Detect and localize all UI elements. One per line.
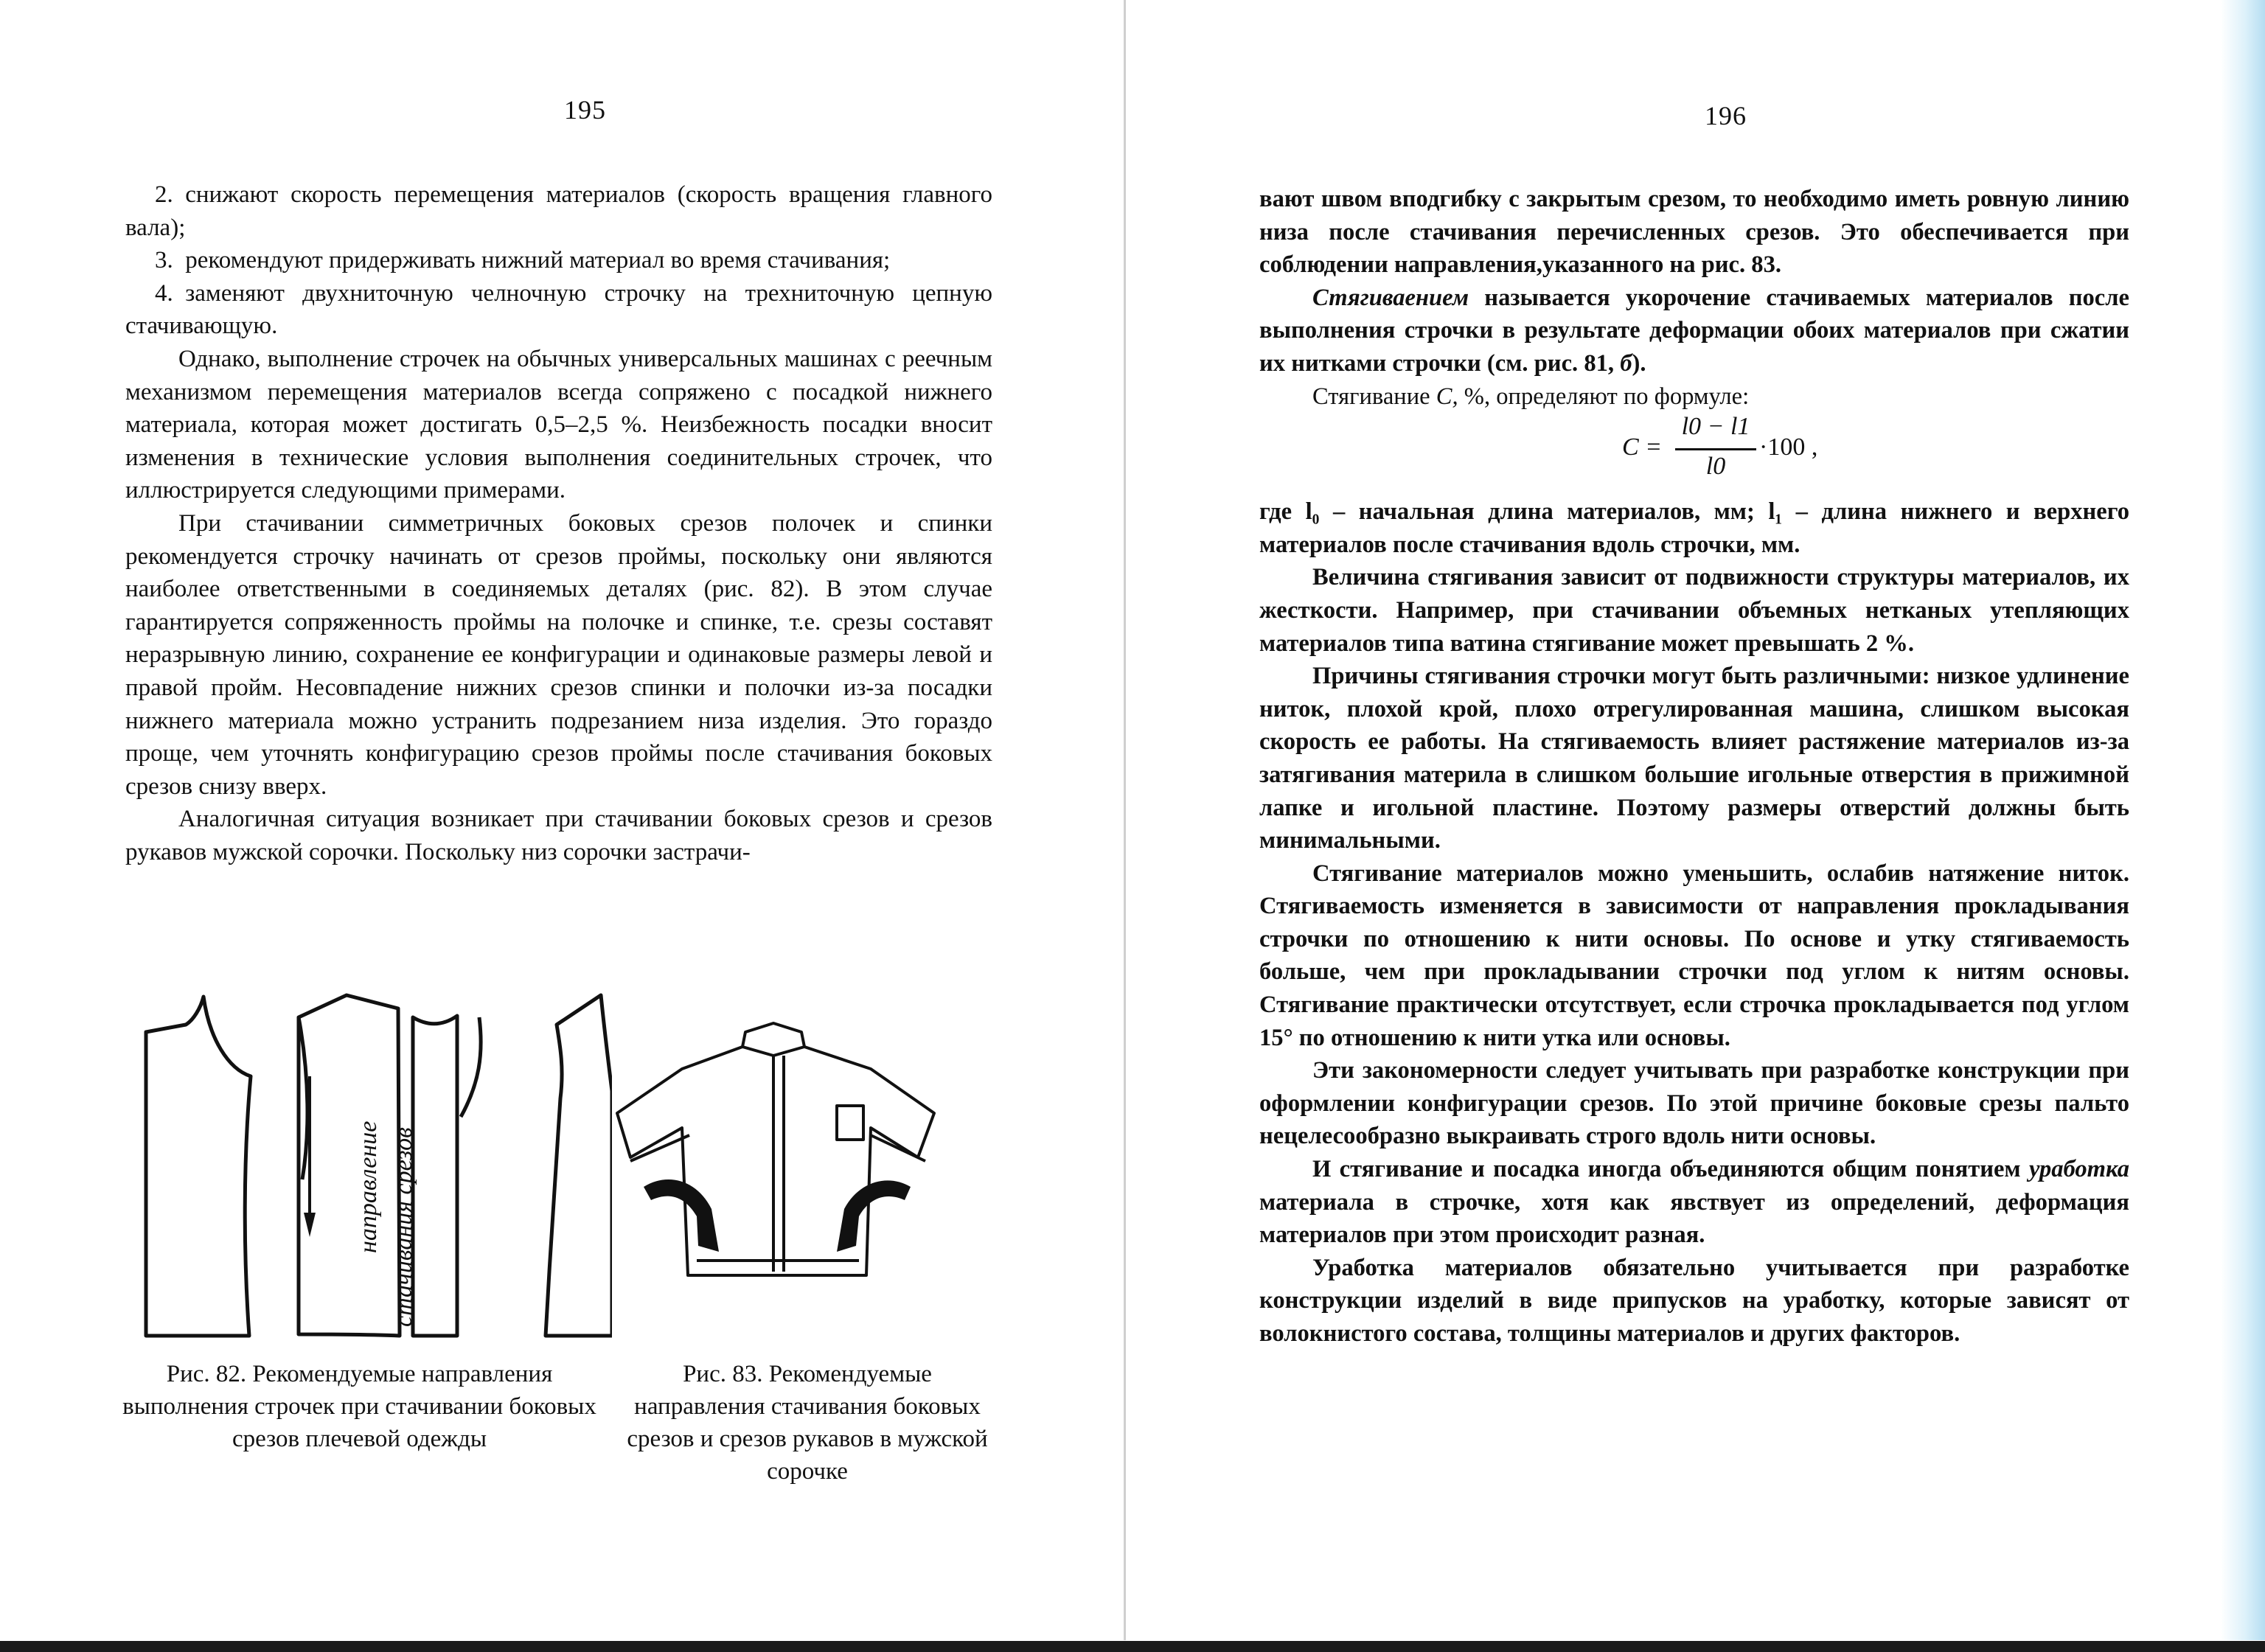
paragraph: Величина стягивания зависит от подвижности структуры материалов, их жесткости. Например, при стачивании объемных нетканых утепляющих материалов типа ватина стягивание может превышать 2 %. — [1259, 564, 2129, 657]
page-number-right: 196 — [1705, 101, 1747, 130]
shrinkage-formula — [1622, 413, 1843, 487]
figure-82-label-2: стачивания срезов — [390, 1127, 417, 1327]
paragraph: Стягивание С, %, определяют по формуле: — [1312, 383, 1750, 410]
armhole-right — [461, 1017, 481, 1117]
paragraph: И стягивание и посадка иногда объединяются общим понятием уработка материала в строчке, хотя как явствует из определений, деформация материалов при этом происходит разная. — [1259, 1156, 2129, 1249]
formula-lhs: C = — [1622, 433, 1663, 461]
term-urabotka: уработка — [2028, 1156, 2129, 1183]
paragraph: При стачивании симметричных боковых срезов полочек и спинки рекомендуется строчку начинать от срезов проймы, поскольку они являются наиболее ответственными в соединяемых деталях (рис. 82). В этом случае гарантируется сопряженность проймы на полочке и спинке, т.е. срезы составят неразрывную линию, сохранение ее конфигурации и одинаковые размеры левой и правой пройм. Несовпадение нижних срезов спинки и полочки из-за посадки нижнего материала можно устранить подрезанием низа изделия. Это гораздо проще, чем уточнять конфигурацию срезов проймы после стачивания боковых срезов снизу вверх. — [125, 509, 992, 800]
formula-numerator: l0 − l1 — [1681, 413, 1750, 440]
paragraph: Причины стягивания строчки могут быть различными: низкое удлинение ниток, плохой крой, плохо отрегулированная машина, слишком высокая скорость ее работы. На стягиваемость влияет растяжение материалов из-за затягивания материла в слишком большие игольные отверстия в прижимной лапке и игольной пластине. Поэтому размеры отверстий должны быть минимальными. — [1259, 663, 2129, 854]
figure-82-label-1: направление — [355, 1120, 382, 1253]
formula-denominator: l0 — [1705, 453, 1726, 480]
list-item: 4. заменяют двухниточную челночную строчку на трехниточную цепную стачивающую. — [125, 279, 992, 340]
back-piece-edge — [413, 1016, 457, 1336]
formula-factor: ·100 , — [1759, 433, 1818, 461]
left-page-text — [125, 178, 992, 868]
list-item: 3. рекомендуют придерживать нижний материал во время стачивания; — [155, 247, 891, 274]
page-gutter — [1124, 0, 1126, 1640]
right-page-text — [1259, 183, 2129, 1350]
paragraph: Однако, выполнение строчек на обычных универсальных машинах с реечным механизмом перемещения материалов всегда сопряжено с посадкой нижнего материала, которая может достигать 0,5–2,5 %. Неизбежность посадки вносит изменения в технические условия выполнения соединительных строчек, что иллюстрируется следующими примерами. — [125, 345, 992, 504]
page-number-left: 195 — [564, 95, 606, 125]
figure-82-pattern-pieces — [133, 988, 612, 1342]
scan-bottom-edge — [0, 1641, 2265, 1652]
back-piece — [299, 995, 400, 1336]
paragraph: Стягиваением называется укорочение стачиваемых материалов после выполнения строчки в результате деформации обоих материалов при сжатии их нитками строчки (см. рис. 81, б). — [1259, 284, 2129, 377]
arrow-left — [644, 1179, 719, 1252]
figure-83-shirt — [616, 1017, 1014, 1283]
front-piece-right — [546, 995, 612, 1336]
collar — [742, 1023, 804, 1056]
arrow-right — [837, 1180, 911, 1252]
figure-83-caption: Рис. 83. Рекомендуемые направления стачивания боковых срезов и срезов рукавов в мужской сорочке — [627, 1361, 988, 1485]
figure-82-caption: Рис. 82. Рекомендуемые направления выполнения строчек при стачивании боковых срезов плечевой одежды — [122, 1361, 596, 1452]
paragraph: где l₀ – начальная длина материалов, мм; l₁ – длина нижнего и верхнего материалов после стачивания вдоль строчки, мм. — [1259, 498, 2129, 558]
paragraph: вают швом вподгибку с закрытым срезом, то необходимо иметь ровную линию низа после стачивания перечисленных срезов. Это обеспечивается при соблюдении направления,указанного на рис. 83. — [1259, 186, 2129, 279]
shirt-outline — [617, 1047, 934, 1275]
list-item: 2. снижают скорость перемещения материалов (скорость вращения главного вала); — [125, 181, 992, 241]
direction-arrow — [304, 1213, 316, 1237]
front-piece-left — [146, 997, 251, 1336]
paragraph: Уработка материалов обязательно учитывается при разработке конструкции изделий в виде припусков на уработку, которые зависят от волокнистого состава, толщины материалов и других факторов. — [1259, 1254, 2129, 1347]
pocket — [837, 1106, 863, 1140]
fraction-bar — [1675, 448, 1756, 450]
term-styagivanie: Стягиваением — [1312, 284, 1469, 311]
paragraph: Аналогичная ситуация возникает при стачивании боковых срезов и срезов рукавов мужской сорочки. Поскольку низ сорочки застрачи- — [125, 806, 992, 865]
scan-edge-artifact — [2221, 0, 2265, 1640]
paragraph: Стягивание материалов можно уменьшить, ослабив натяжение ниток. Стягиваемость изменяется в зависимости от направления прокладывания строчки по отношению к нити основы. По основе и утку стягиваемость больше, чем при прокладывании строчки под углом к нитям основы. Стягивание практически отсутствует, если строчка прокладывается под углом 15° по отношению к нити утка или основы. — [1259, 860, 2129, 1051]
paragraph: Эти закономерности следует учитывать при разработке конструкции при оформлении конфигурации срезов. По этой причине боковые срезы пальто нецелесообразно выкраивать строго вдоль нити основы. — [1259, 1057, 2129, 1150]
